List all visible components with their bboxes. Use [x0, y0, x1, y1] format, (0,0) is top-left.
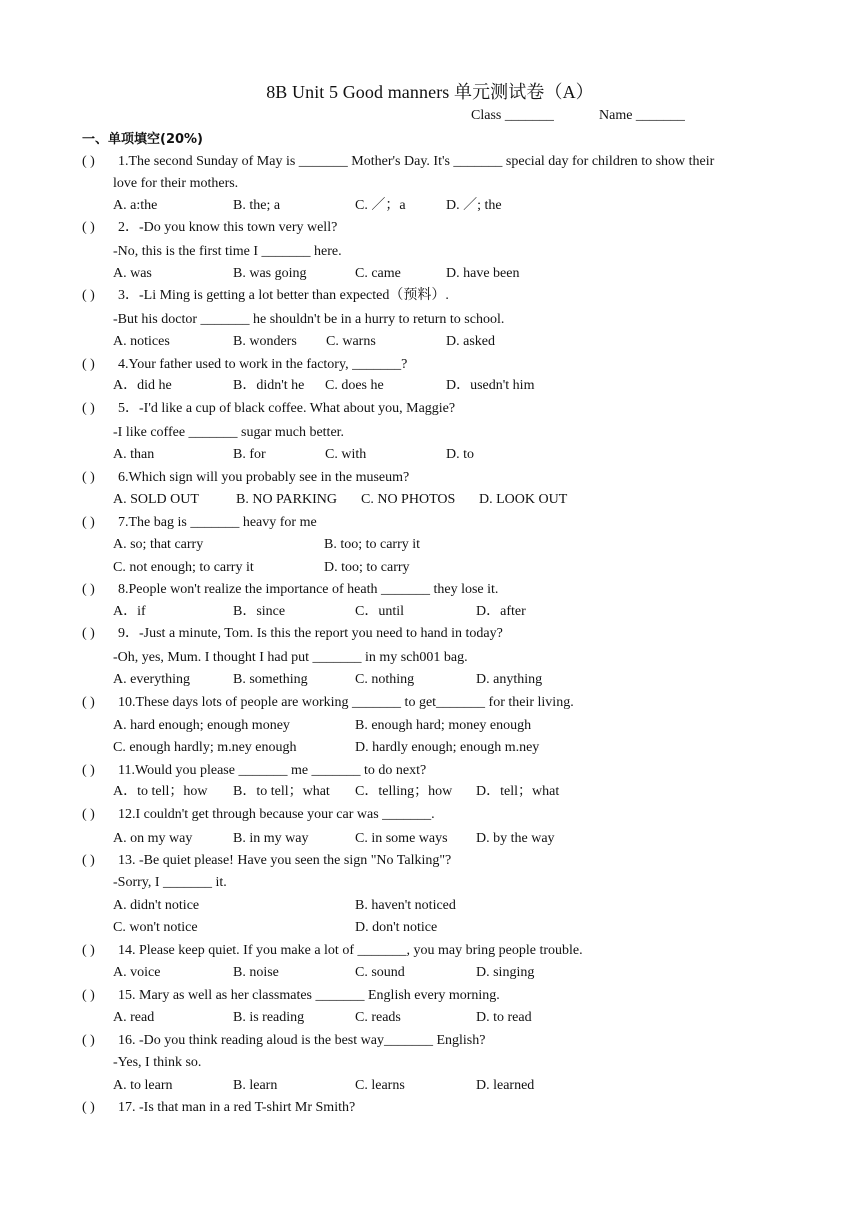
option-c: C. does he — [325, 378, 384, 393]
question-stem: 16. -Do you think reading aloud is the best way_______ English? — [118, 1033, 486, 1048]
question-stem: 12.I couldn't get through because your car was _______. — [118, 807, 435, 822]
question-stem: 10.These days lots of people are working _______ to get_______ for their living. — [118, 695, 574, 710]
option-d: D. too; to carry — [324, 560, 410, 575]
question-stem: 7.The bag is _______ heavy for me — [118, 515, 317, 530]
option-a: A. was — [113, 266, 152, 281]
option-a: A. a:the — [113, 198, 158, 213]
answer-paren[interactable]: ( ) — [82, 220, 95, 235]
question-stem: 8.People won't realize the importance of heath _______ they lose it. — [118, 582, 499, 597]
option-c: C. won't notice — [113, 920, 198, 935]
option-a: A. notices — [113, 334, 170, 349]
option-b: B. is reading — [233, 1010, 305, 1025]
question-stem: 4.Your father used to work in the factory, _______? — [118, 357, 408, 372]
question-stem: 11.Would you please _______ me _______ to do next? — [118, 763, 427, 778]
option-a: A. than — [113, 447, 155, 462]
option-d: D. to read — [476, 1010, 532, 1025]
option-b: B．didn't he — [233, 378, 305, 393]
answer-paren[interactable]: ( ) — [82, 357, 95, 372]
class-field-label: Class _______ — [471, 108, 554, 123]
option-c: C．telling；how — [355, 784, 453, 799]
question-stem: 14. Please keep quiet. If you make a lot of _______, you may bring people trouble. — [118, 943, 583, 958]
option-b: B. for — [233, 447, 266, 462]
question-stem-cont: -Oh, yes, Mum. I thought I had put _______ in my sch001 bag. — [113, 650, 468, 665]
answer-paren[interactable]: ( ) — [82, 943, 95, 958]
question-stem-cont: love for their mothers. — [113, 176, 239, 191]
option-a: A. voice — [113, 965, 161, 980]
option-c: C．until — [355, 604, 405, 619]
answer-paren[interactable]: ( ) — [82, 1100, 95, 1115]
option-c: C. learns — [355, 1078, 405, 1093]
answer-paren[interactable]: ( ) — [82, 401, 95, 416]
option-d: D. by the way — [476, 831, 555, 846]
option-c: C. warns — [326, 334, 376, 349]
option-d: D. have been — [446, 266, 520, 281]
option-c: C. not enough; to carry it — [113, 560, 254, 575]
option-a: A．if — [113, 604, 146, 619]
question-stem: 13. -Be quiet please! Have you seen the sign "No Talking"? — [118, 853, 452, 868]
option-b: B. NO PARKING — [236, 492, 338, 507]
option-c: C. in some ways — [355, 831, 448, 846]
question-stem-cont: -Yes, I think so. — [113, 1055, 202, 1070]
option-b: B. noise — [233, 965, 279, 980]
question-stem-cont: -I like coffee _______ sugar much better. — [113, 425, 345, 440]
question-stem: 6.Which sign will you probably see in the museum? — [118, 470, 410, 485]
question-stem: 9．-Just a minute, Tom. Is this the report you need to hand in today? — [118, 626, 503, 641]
option-c: C. sound — [355, 965, 405, 980]
option-a: A．did he — [113, 378, 172, 393]
option-a: A．to tell；how — [113, 784, 208, 799]
option-c: C. NO PHOTOS — [361, 492, 456, 507]
option-b: B. enough hard; money enough — [355, 718, 532, 733]
option-b: B. haven't noticed — [355, 898, 456, 913]
option-a: A. SOLD OUT — [113, 492, 199, 507]
option-b: B．since — [233, 604, 286, 619]
option-a: A. on my way — [113, 831, 193, 846]
option-d: D. LOOK OUT — [479, 492, 568, 507]
question-stem-cont: -Sorry, I _______ it. — [113, 875, 227, 890]
answer-paren[interactable]: ( ) — [82, 807, 95, 822]
option-c: C. ／；a — [355, 198, 406, 213]
option-a: A. read — [113, 1010, 155, 1025]
answer-paren[interactable]: ( ) — [82, 515, 95, 530]
question-stem: 5．-I'd like a cup of black coffee. What about you, Maggie? — [118, 401, 456, 416]
option-a: A. didn't notice — [113, 898, 200, 913]
answer-paren[interactable]: ( ) — [82, 1033, 95, 1048]
question-stem: 2．-Do you know this town very well? — [118, 220, 338, 235]
question-stem: 3．-Li Ming is getting a lot better than expected（预料）. — [118, 288, 449, 303]
option-d: D. asked — [446, 334, 495, 349]
question-stem-cont: -No, this is the first time I _______ here. — [113, 244, 342, 259]
answer-paren[interactable]: ( ) — [82, 853, 95, 868]
question-stem: 1.The second Sunday of May is _______ Mother's Day. It's _______ special day for children to show their — [118, 154, 715, 169]
answer-paren[interactable]: ( ) — [82, 626, 95, 641]
option-b: B. learn — [233, 1078, 278, 1093]
answer-paren[interactable]: ( ) — [82, 988, 95, 1003]
question-stem-cont: -But his doctor _______ he shouldn't be in a hurry to return to school. — [113, 312, 505, 327]
option-d: D. singing — [476, 965, 535, 980]
option-b: B. too; to carry it — [324, 537, 421, 552]
option-d: D. to — [446, 447, 474, 462]
answer-paren[interactable]: ( ) — [82, 695, 95, 710]
option-b: B. something — [233, 672, 308, 687]
option-d: D．usedn't him — [446, 378, 535, 393]
answer-paren[interactable]: ( ) — [82, 288, 95, 303]
option-b: B. was going — [233, 266, 307, 281]
option-b: B. the; a — [233, 198, 281, 213]
option-b: B．to tell；what — [233, 784, 330, 799]
option-a: A. so; that carry — [113, 537, 204, 552]
answer-paren[interactable]: ( ) — [82, 582, 95, 597]
answer-paren[interactable]: ( ) — [82, 763, 95, 778]
page-title: 8B Unit 5 Good manners 单元测试卷（A） — [266, 82, 594, 102]
option-a: A. to learn — [113, 1078, 173, 1093]
option-d: D．tell；what — [476, 784, 560, 799]
name-field-label: Name _______ — [599, 108, 685, 123]
option-d: D. ／; the — [446, 198, 502, 213]
option-d: D. learned — [476, 1078, 535, 1093]
option-c: C. reads — [355, 1010, 401, 1025]
question-stem: 17. -Is that man in a red T-shirt Mr Smith? — [118, 1100, 356, 1115]
answer-paren[interactable]: ( ) — [82, 154, 95, 169]
option-d: D. don't notice — [355, 920, 438, 935]
option-c: C. enough hardly; m.ney enough — [113, 740, 297, 755]
option-b: B. in my way — [233, 831, 309, 846]
option-a: A. hard enough; enough money — [113, 718, 290, 733]
option-c: C. nothing — [355, 672, 415, 687]
question-stem: 15. Mary as well as her classmates _______ English every morning. — [118, 988, 500, 1003]
option-c: C. came — [355, 266, 401, 281]
option-d: D. anything — [476, 672, 543, 687]
option-d: D．after — [476, 604, 526, 619]
section-heading: 一、单项填空(20%) — [82, 132, 203, 147]
option-a: A. everything — [113, 672, 190, 687]
option-b: B. wonders — [233, 334, 297, 349]
answer-paren[interactable]: ( ) — [82, 470, 95, 485]
option-d: D. hardly enough; enough m.ney — [355, 740, 540, 755]
option-c: C. with — [325, 447, 367, 462]
